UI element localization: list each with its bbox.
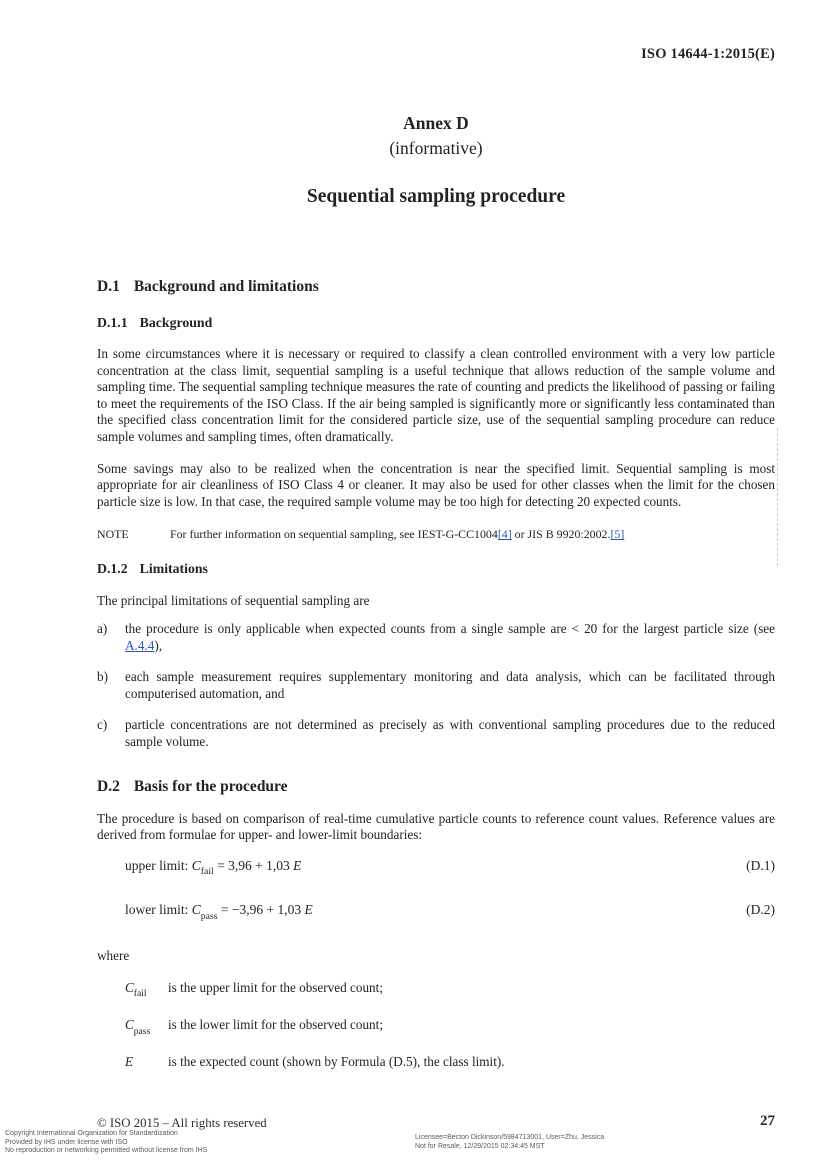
note-text-part1: For further information on sequential sampling, see IEST-G-CC1004 — [170, 527, 498, 542]
definition-e-symbol: E — [125, 1054, 134, 1070]
eq-d1-lead: upper limit: — [125, 857, 192, 873]
eq-d2-variable-e: E — [304, 902, 313, 918]
ihs-stamp-center — [415, 1134, 604, 1151]
section-d11-heading — [97, 315, 775, 331]
list-text-c: particle concentrations are not determined as precisely as with conventional sampling procedures due to the reduced sample volume. — [125, 717, 775, 749]
definition-cfail-text: is the upper limit for the observed count; — [168, 979, 383, 995]
section-d12-heading — [97, 561, 775, 577]
equation-d1-label: (D.1) — [746, 857, 775, 873]
equation-d2-label: (D.2) — [746, 902, 775, 918]
section-d11-number: D.1.1 — [97, 315, 128, 330]
section-d1-title: Background and limitations — [133, 278, 319, 295]
list-text-a — [125, 621, 775, 654]
definition-cpass — [97, 1017, 775, 1039]
list-marker-a: a) — [97, 620, 108, 636]
equation-d2-formula — [125, 902, 746, 921]
section-d12-title: Limitations — [139, 561, 208, 577]
d11-note — [97, 527, 775, 542]
eq-d1-variable-e: E — [293, 857, 302, 873]
eq-d2-lead: lower limit: — [125, 902, 192, 918]
annex-title-block — [97, 113, 775, 208]
definition-cfail-symbol: $C_{fail}$ — [125, 979, 147, 1000]
section-d2-number: D.2 — [97, 777, 120, 795]
where-label: where — [97, 948, 130, 964]
note-label: NOTE — [97, 527, 129, 542]
annex-heading: Sequential sampling procedure — [306, 186, 566, 207]
d11-paragraph-2: Some savings may also to be realized when the concentration is near the specified limit. Sequential sampling is most appropriate for air cleanliness of ISO Class 4 or cleaner. It may also be used for other classes when the limit for the chosen particle size is low. In that case, the required sample volume may be too high for detecting 20 expected counts. — [97, 460, 775, 509]
eq-d1-expression: = 3,96 + 1,03 — [213, 857, 294, 873]
section-d2-heading — [97, 778, 775, 796]
section-d2-title: Basis for the procedure — [133, 777, 288, 795]
stamp-center-line-2: Not for Resale, 12/29/2015 02:34:45 MST — [415, 1142, 545, 1150]
eq-d2-subscript: pass — [200, 911, 218, 923]
section-d11-title: Background — [139, 315, 213, 330]
eq-d1-subscript: fail — [200, 866, 214, 878]
definition-e-text: is the expected count (shown by Formula (D.5), the class limit). — [168, 1054, 505, 1070]
equation-d1-formula — [125, 858, 746, 877]
d12-intro: The principal limitations of sequential sampling are — [97, 593, 370, 609]
eq-d2-expression: = −3,96 + 1,03 — [217, 902, 305, 918]
footer-copyright: © ISO 2015 – All rights reserved — [97, 1116, 267, 1130]
section-d1-number: D.1 — [97, 278, 120, 295]
list-marker-b: b) — [97, 669, 108, 685]
annex-title: Annex D — [403, 113, 469, 133]
definition-cfail — [97, 980, 775, 1002]
note-text-part2: or JIS B 9920:2002. — [511, 527, 611, 542]
annex-subtitle: (informative) — [389, 138, 483, 158]
stamp-left-line-3: No reproduction or networking permitted without license from IHS — [5, 1147, 208, 1155]
margin-change-bar — [777, 428, 778, 566]
page-content — [97, 0, 775, 1076]
doc-reference: ISO 14644-1:2015(E) — [641, 46, 775, 62]
definition-cpass-symbol: $C_{pass}$ — [125, 1016, 151, 1037]
eq-d2-variable: C — [191, 902, 201, 918]
stamp-left-line-2: Provided by IHS under license with ISO — [5, 1138, 128, 1146]
list-item-b — [97, 669, 775, 702]
reference-link-5[interactable]: [5] — [610, 527, 625, 542]
d2-paragraph-1: The procedure is based on comparison of real-time cumulative particle counts to reference count values. Reference values are derived from formulae for upper- and lower-limit boundaries: — [97, 810, 775, 843]
reference-link-4[interactable]: [4] — [497, 527, 512, 542]
ihs-stamp-left — [5, 1130, 207, 1156]
cross-reference-link-a44[interactable]: A.4.4 — [125, 637, 155, 653]
d11-paragraph-1: In some circumstances where it is necessary or required to classify a clean controlled environment with a very low particle concentration at the class limit, sequential sampling is a useful technique that allows reduction of the sample volume and sampling time. The sequential sampling technique measures the rate of counting and predicts the likelihood of passing or failing to meet the requirements of the ISO Class. If the air being sampled is significantly more or significantly less contaminated than the specified class concentration limit for the considered particle size, use of the sequential sampling procedure can reduce sample volumes and sampling times, often dramatically. — [97, 346, 775, 444]
list-item-c — [97, 717, 775, 750]
list-marker-c: c) — [97, 717, 108, 733]
note-text — [170, 527, 775, 542]
equation-d2 — [97, 902, 775, 921]
definition-e — [97, 1054, 775, 1076]
list-text-a-part1: the procedure is only applicable when expected counts from a single sample are < 20 for the largest particle size (see — [125, 620, 775, 636]
equation-d1 — [97, 858, 775, 877]
eq-d1-variable: C — [191, 857, 201, 873]
section-d1-heading — [97, 278, 775, 296]
section-d12-number: D.1.2 — [97, 561, 128, 577]
stamp-left-line-1: Copyright International Organization for Standardization — [5, 1130, 178, 1137]
definition-cpass-text: is the lower limit for the observed count; — [168, 1016, 383, 1032]
page-header — [97, 46, 775, 63]
stamp-center-line-1: Licensee=Becton Dickinson/5984713001, User=Zhu, Jessica — [415, 1134, 605, 1141]
page-number: 27 — [760, 1113, 775, 1129]
list-text-a-part2: ), — [154, 637, 163, 653]
list-item-a — [97, 621, 775, 654]
list-text-b: each sample measurement requires supplementary monitoring and data analysis, which can be facilitated through computerised automation, and — [125, 669, 775, 701]
